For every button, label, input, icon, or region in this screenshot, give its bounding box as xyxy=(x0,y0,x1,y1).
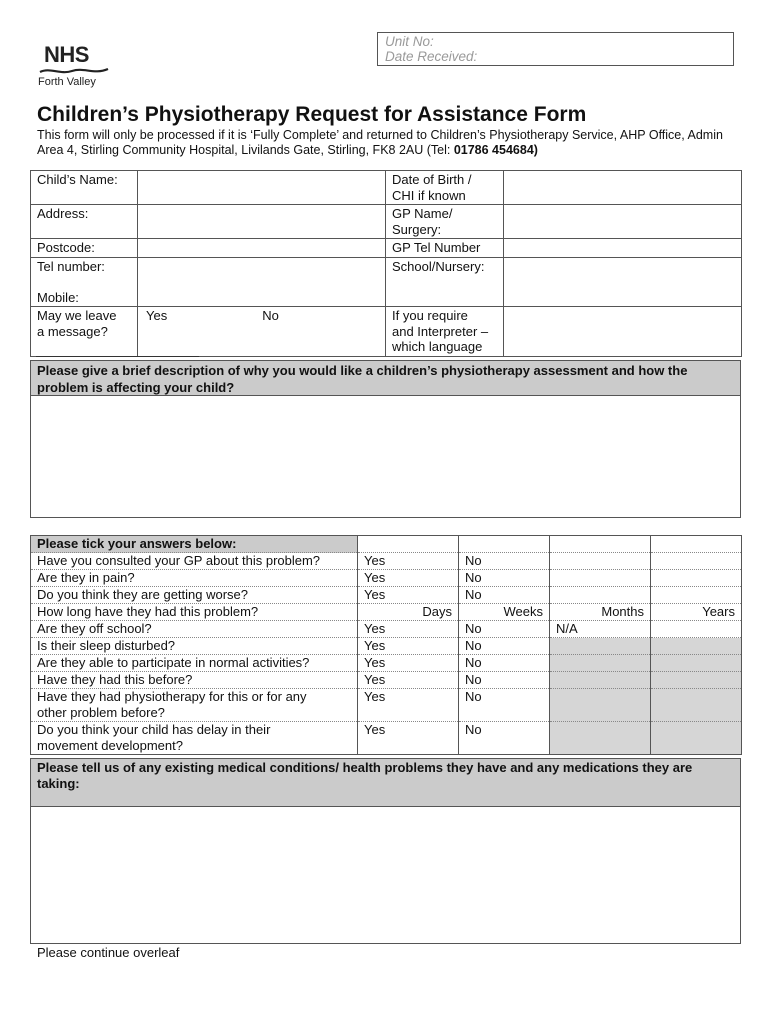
message-options xyxy=(138,307,386,357)
intro-text xyxy=(37,128,737,158)
answer-days[interactable]: Days xyxy=(358,604,459,621)
description-field[interactable] xyxy=(31,396,740,516)
message-line1: May we leave xyxy=(37,308,117,323)
answer-empty xyxy=(550,570,651,587)
question-text xyxy=(31,722,358,755)
answer-no[interactable]: No xyxy=(459,689,550,722)
answer-yes[interactable]: Yes xyxy=(358,672,459,689)
postcode-label: Postcode: xyxy=(31,239,138,258)
page-title: Children’s Physiotherapy Request for Assistance Form xyxy=(37,103,587,126)
address-field[interactable] xyxy=(138,205,386,239)
message-line2: a message? xyxy=(37,323,108,339)
header-cell-blank xyxy=(358,536,459,553)
childs-name-label: Child’s Name: xyxy=(31,171,138,205)
answer-na[interactable]: N/A xyxy=(550,621,651,638)
interpreter-label xyxy=(386,307,504,357)
tel-field[interactable] xyxy=(138,257,386,307)
tel-label xyxy=(31,257,138,307)
postcode-field[interactable] xyxy=(138,239,386,258)
answer-shaded xyxy=(550,722,651,755)
nhs-logo xyxy=(38,42,110,92)
answer-yes[interactable]: Yes xyxy=(358,553,459,570)
child-details-table xyxy=(30,170,742,357)
answer-shaded xyxy=(651,689,742,722)
gp-tel-field[interactable] xyxy=(504,239,742,258)
answer-empty xyxy=(651,570,742,587)
questions-header: Please tick your answers below: xyxy=(31,536,358,553)
gp-tel-label: GP Tel Number xyxy=(386,239,504,258)
school-label: School/Nursery: xyxy=(386,257,504,307)
address-label: Address: xyxy=(31,205,138,239)
unit-no-label: Unit No: xyxy=(385,34,434,49)
answer-no[interactable]: No xyxy=(459,638,550,655)
gp-name-label xyxy=(386,205,504,239)
dob-line2: CHI if known xyxy=(392,187,466,203)
answer-empty xyxy=(550,553,651,570)
interpreter-field[interactable] xyxy=(504,307,742,357)
answer-yes[interactable]: Yes xyxy=(358,570,459,587)
dob-label xyxy=(386,171,504,205)
answer-shaded xyxy=(550,689,651,722)
table-row xyxy=(31,587,742,604)
intro-tel: 01786 454684) xyxy=(453,143,538,157)
answer-yes[interactable]: Yes xyxy=(358,638,459,655)
question-text: Are they able to participate in normal activities? xyxy=(31,655,358,672)
gp-line2: Surgery: xyxy=(392,221,442,237)
answer-shaded xyxy=(651,672,742,689)
answer-years[interactable]: Years xyxy=(651,604,742,621)
answer-no[interactable]: No xyxy=(459,722,550,755)
question-text: How long have they had this problem? xyxy=(31,604,358,621)
intro-body: This form will only be processed if it is ‘Fully Complete’ and returned to Children’s Physiotherapy Service, AHP Office, Admin Area 4, Stirling Community Hospital, Livilands Gate, Stirling, FK8 2AU (Tel: xyxy=(37,128,723,157)
question-text: Do you think they are getting worse? xyxy=(31,587,358,604)
table-row xyxy=(31,638,742,655)
interp-line2: and Interpreter – xyxy=(392,323,489,339)
question-text: Is their sleep disturbed? xyxy=(31,638,358,655)
answer-yes[interactable]: Yes xyxy=(358,587,459,604)
header-cell-blank xyxy=(651,536,742,553)
dob-line1: Date of Birth / xyxy=(392,172,472,187)
continue-note: Please continue overleaf xyxy=(37,945,180,960)
logo-org: NHS xyxy=(44,42,89,67)
answer-shaded xyxy=(550,638,651,655)
table-row xyxy=(31,570,742,587)
header-cell-blank xyxy=(550,536,651,553)
answer-weeks[interactable]: Weeks xyxy=(459,604,550,621)
date-received-label: Date Received: xyxy=(385,49,478,64)
question-line1: Do you think your child has delay in their xyxy=(37,722,271,737)
answer-yes[interactable]: Yes xyxy=(358,621,459,638)
answer-yes[interactable]: Yes xyxy=(358,655,459,672)
description-header: Please give a brief description of why you would like a children’s physiotherapy assessment and how the problem is affecting your child? xyxy=(31,361,740,396)
message-yes-option[interactable]: Yes xyxy=(146,308,168,323)
dob-field[interactable] xyxy=(504,171,742,205)
answer-empty xyxy=(550,587,651,604)
table-row xyxy=(31,604,742,621)
answer-shaded xyxy=(550,672,651,689)
description-box xyxy=(30,360,741,518)
answer-shaded xyxy=(651,722,742,755)
medical-header: Please tell us of any existing medical conditions/ health problems they have and any medications they are taking: xyxy=(31,759,740,807)
answer-no[interactable]: No xyxy=(459,570,550,587)
answer-no[interactable]: No xyxy=(459,655,550,672)
question-line2: movement development? xyxy=(37,738,183,753)
answer-shaded xyxy=(651,638,742,655)
question-text: Are they off school? xyxy=(31,621,358,638)
message-label xyxy=(31,307,138,357)
answer-yes[interactable]: Yes xyxy=(358,722,459,755)
answer-empty xyxy=(651,621,742,638)
question-text: Have you consulted your GP about this problem? xyxy=(31,553,358,570)
question-text: Have they had this before? xyxy=(31,672,358,689)
answer-shaded xyxy=(550,655,651,672)
table-row xyxy=(31,553,742,570)
mobile-label: Mobile: xyxy=(37,289,79,305)
table-row xyxy=(31,672,742,689)
question-text xyxy=(31,689,358,722)
question-text: Are they in pain? xyxy=(31,570,358,587)
medical-conditions-box xyxy=(30,758,741,944)
answer-months[interactable]: Months xyxy=(550,604,651,621)
divider-line xyxy=(36,356,199,357)
logo-swoosh-icon xyxy=(38,66,110,76)
logo-region: Forth Valley xyxy=(38,76,96,88)
answer-empty xyxy=(651,587,742,604)
header-cell-blank xyxy=(459,536,550,553)
answer-empty xyxy=(651,553,742,570)
table-row xyxy=(31,722,742,755)
office-use-box xyxy=(377,32,734,66)
medical-field[interactable] xyxy=(31,807,740,941)
question-line2: other problem before? xyxy=(37,705,165,720)
answer-shaded xyxy=(651,655,742,672)
table-row xyxy=(31,621,742,638)
table-row xyxy=(31,655,742,672)
answer-no[interactable]: No xyxy=(459,587,550,604)
interp-line3: which language xyxy=(392,339,483,354)
gp-line1: GP Name/ xyxy=(392,206,453,221)
tel-number-label: Tel number: xyxy=(37,258,105,274)
message-no-option[interactable]: No xyxy=(262,308,279,323)
question-line1: Have they had physiotherapy for this or for any xyxy=(37,689,307,704)
answer-no[interactable]: No xyxy=(459,621,550,638)
answer-yes[interactable]: Yes xyxy=(358,689,459,722)
answer-no[interactable]: No xyxy=(459,553,550,570)
interp-line1: If you require xyxy=(392,308,468,323)
answer-no[interactable]: No xyxy=(459,672,550,689)
questions-table xyxy=(30,535,742,755)
childs-name-field[interactable] xyxy=(138,171,386,205)
gp-name-field[interactable] xyxy=(504,205,742,239)
table-row xyxy=(31,689,742,722)
school-field[interactable] xyxy=(504,257,742,307)
